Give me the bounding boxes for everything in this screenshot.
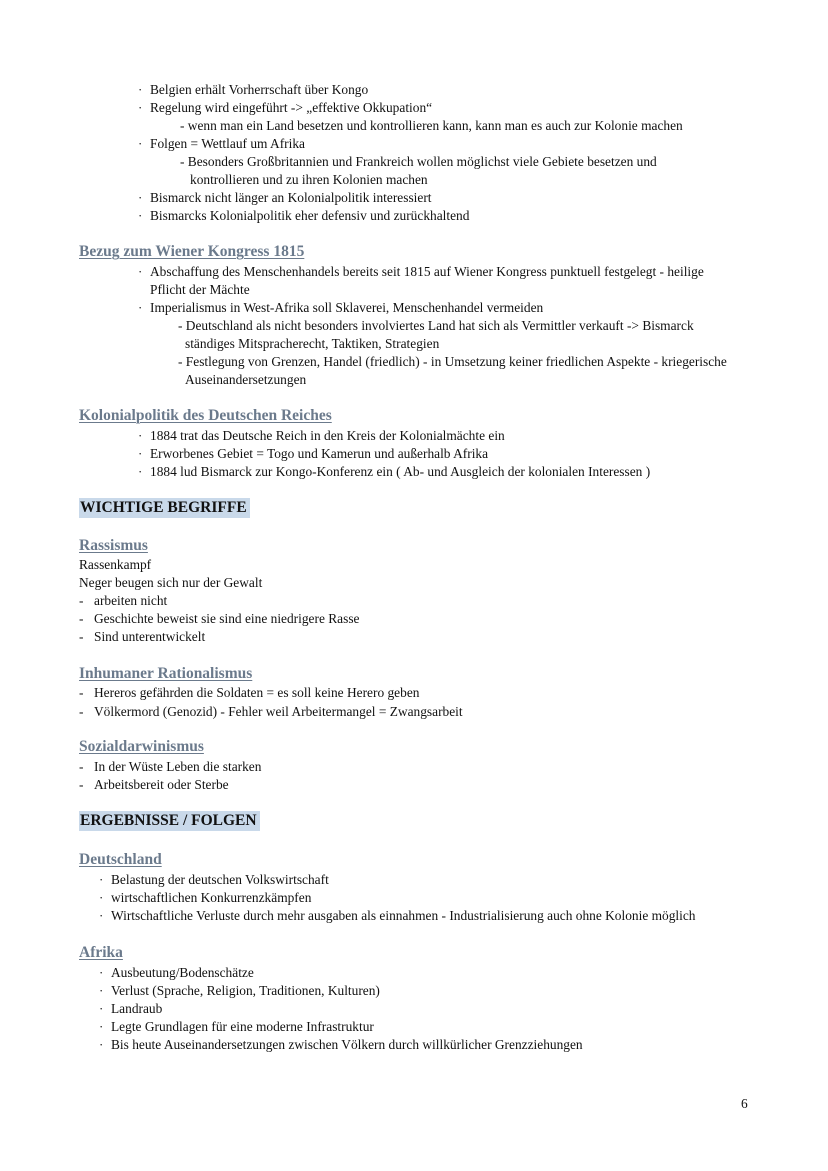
dash-item: - Geschichte beweist sie sind eine niedrigere Rasse [79,611,360,626]
list-item: · Verlust (Sprache, Religion, Traditionen, Kulturen) [99,983,380,998]
sub-item: Auseinandersetzungen [185,372,307,387]
list-item: · Ausbeutung/Bodenschätze [99,965,254,980]
paragraph-line: Rassenkampf [79,557,152,572]
page-number: 6 [741,1096,748,1111]
list-item: · Imperialismus in West-Afrika soll Sklaverei, Menschenhandel vermeiden [138,300,544,315]
list-item: · Bismarck nicht länger an Kolonialpolitik interessiert [138,190,432,205]
dash-item: - Hereros gefährden die Soldaten = es soll keine Herero geben [79,685,420,700]
list-item: · Legte Grundlagen für eine moderne Infrastruktur [99,1019,374,1034]
section-heading-afrika: Afrika [79,944,123,961]
dash-item: - arbeiten nicht [79,593,168,608]
sub-item: - Deutschland als nicht besonders involviertes Land hat sich als Vermittler verkauft -> Bismarck [178,318,694,333]
sub-item: ständiges Mitspracherecht, Taktiken, Strategien [185,336,440,351]
dash-item: - Sind unterentwickelt [79,629,206,644]
list-item: · wirtschaftlichen Konkurrenzkämpfen [99,890,312,905]
section-heading-deutschland: Deutschland [79,851,162,868]
section-heading-rassismus: Rassismus [79,537,148,554]
list-item: · Wirtschaftliche Verluste durch mehr ausgaben als einnahmen - Industrialisierung auch ohne Kolonie möglich [99,908,696,923]
dash-item: - Arbeitsbereit oder Sterbe [79,777,229,792]
list-item: · Landraub [99,1001,163,1016]
sub-item: kontrollieren und zu ihren Kolonien machen [190,172,428,187]
list-item: · Regelung wird eingeführt -> „effektive Okkupation“ [138,100,433,115]
section-heading-kolonialpolitik: Kolonialpolitik des Deutschen Reiches [79,407,332,424]
section-heading-wiener: Bezug zum Wiener Kongress 1815 [79,243,305,260]
section-title-begriffe: WICHTIGE BEGRIFFE [79,498,250,518]
dash-item: - Völkermord (Genozid) - Fehler weil Arbeitermangel = Zwangsarbeit [79,704,463,719]
list-item: · Folgen = Wettlauf um Afrika [138,136,305,151]
list-item-cont: Pflicht der Mächte [150,282,250,297]
section-title-ergebnisse: ERGEBNISSE / FOLGEN [79,811,260,831]
list-item: · Bismarcks Kolonialpolitik eher defensiv und zurückhaltend [138,208,470,223]
list-item: · 1884 trat das Deutsche Reich in den Kreis der Kolonialmächte ein [138,428,505,443]
list-item: · Erworbenes Gebiet = Togo und Kamerun und außerhalb Afrika [138,446,489,461]
sub-item: - Besonders Großbritannien und Frankreich wollen möglichst viele Gebiete besetzen und [180,154,657,169]
sub-item: - wenn man ein Land besetzen und kontrollieren kann, kann man es auch zur Kolonie machen [180,118,683,133]
list-item: · Bis heute Auseinandersetzungen zwischen Völkern durch willkürlicher Grenzziehungen [99,1037,583,1052]
paragraph-line: Neger beugen sich nur der Gewalt [79,575,263,590]
list-item: · Belastung der deutschen Volkswirtschaft [99,872,329,887]
list-item: · Belgien erhält Vorherrschaft über Kongo [138,82,369,97]
list-item: · Abschaffung des Menschenhandels bereits seit 1815 auf Wiener Kongress punktuell festgelegt - heilige [138,264,704,279]
sub-item: - Festlegung von Grenzen, Handel (friedlich) - in Umsetzung keiner friedlichen Aspekte - kriegerische [178,354,727,369]
section-heading-sozial: Sozialdarwinismus [79,738,204,755]
list-item: · 1884 lud Bismarck zur Kongo-Konferenz ein ( Ab- und Ausgleich der kolonialen Interessen ) [138,464,651,479]
dash-item: - In der Wüste Leben die starken [79,759,262,774]
section-heading-inhuman: Inhumaner Rationalismus [79,665,253,682]
